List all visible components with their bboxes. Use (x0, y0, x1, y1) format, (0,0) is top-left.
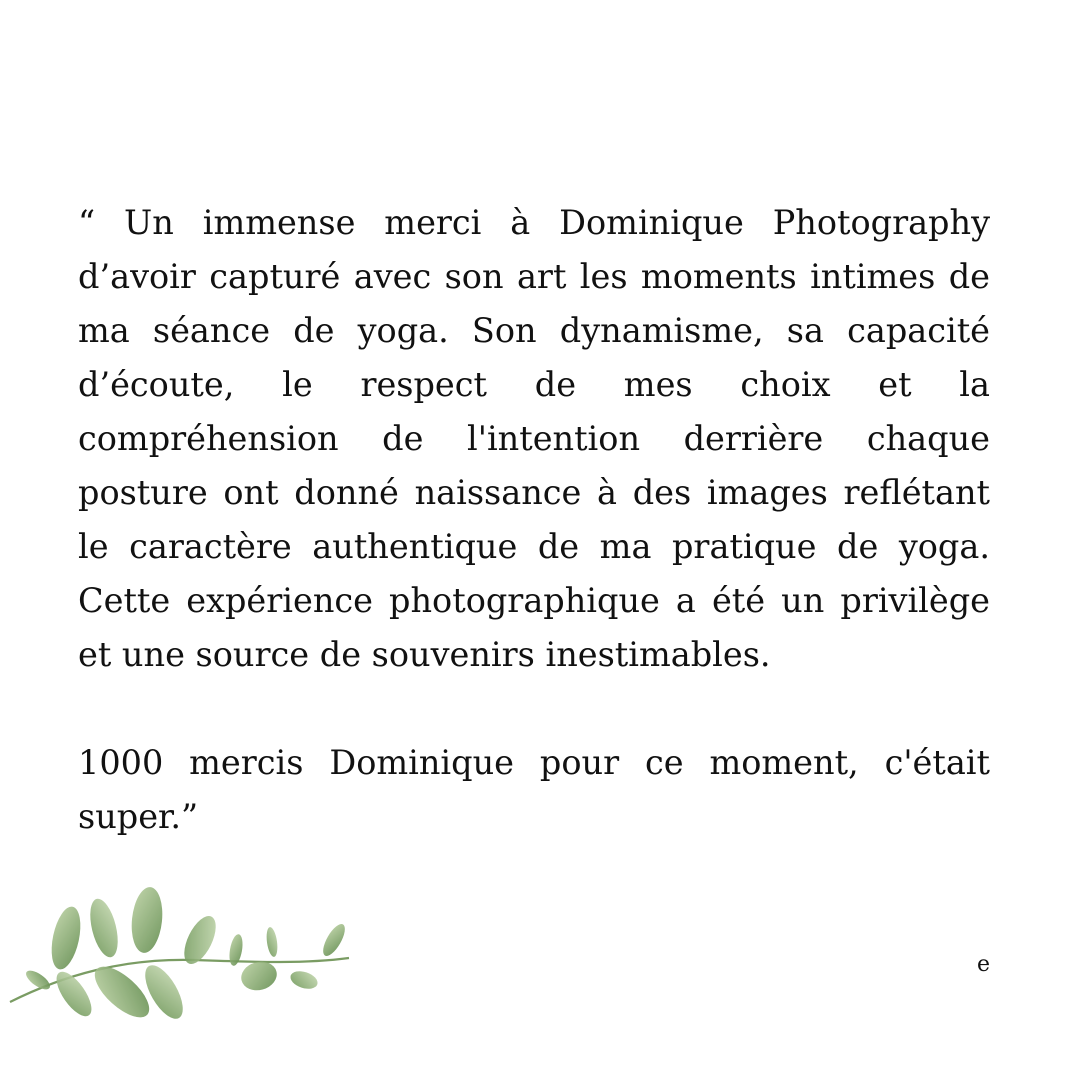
testimonial-quote (78, 196, 990, 844)
testimonial-paragraph-1: “ Un immense merci à Dominique Photography d’avoir capturé avec son art les moments intimes de ma séance de yoga. Son dynamisme, sa capacité d’écoute, le respect de mes choix et la compréhension de l'intention derrière chaque posture ont donné naissance à des images reflétant le caractère authentique de ma pratique de yoga. Cette expérience photographique a été un privilège et une source de souvenirs inestimables. (78, 203, 990, 674)
signature-mark: e (976, 952, 990, 977)
paragraph-spacer (78, 682, 990, 736)
leaf-branch-icon (4, 880, 354, 1030)
testimonial-paragraph-2: 1000 mercis Dominique pour ce moment, c'était super.” (78, 743, 990, 836)
